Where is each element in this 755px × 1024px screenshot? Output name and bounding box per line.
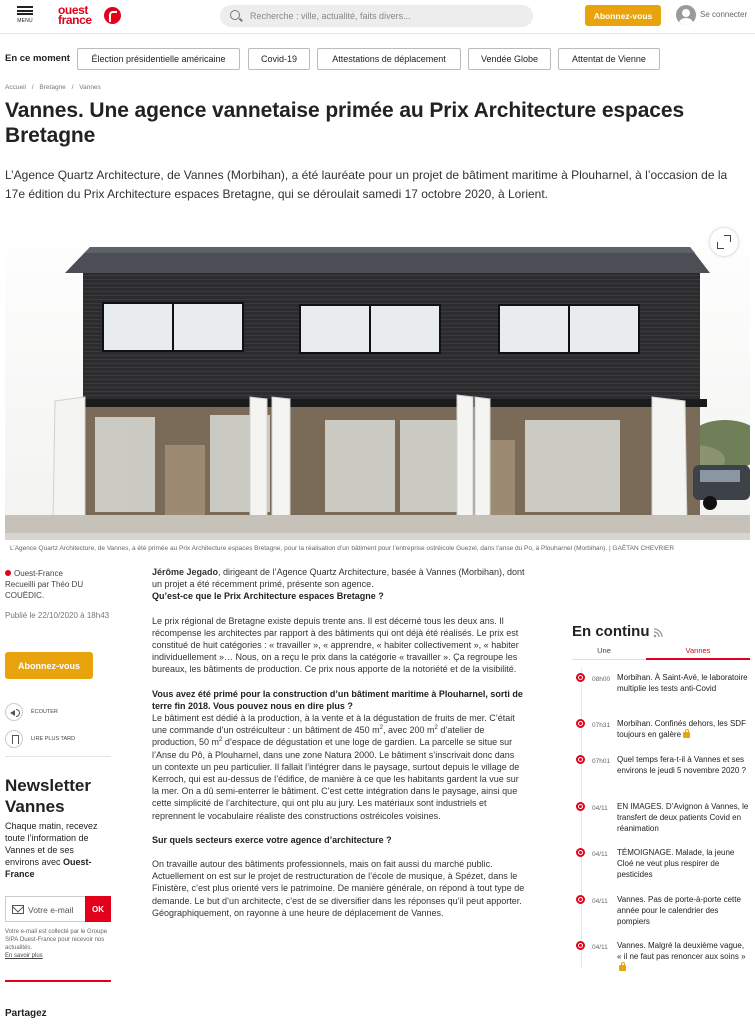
answer-2 — [152, 712, 525, 822]
newsletter-legal — [5, 928, 110, 960]
menu-label: MENU — [17, 18, 33, 24]
answer-1: Le prix régional de Bretagne existe depuis trente ans. Il est décerné tous les deux ans. Il récompense les architectes par rapport à des bâtiments qui ont déjà été réalisés. Le prix est constitué de huit catégories : « travailler », « apprendre, « habiter collectivement », « habiter individuellement »… Nous, on a reçu le prix dans la catégorie « travailler ». Ça regroupe les bureaux, les bâtiments de production. Ce prix nous apporte de la notoriété et de la visibilité. — [152, 615, 519, 675]
hamburger-icon — [17, 6, 33, 15]
breadcrumb-region[interactable]: Bretagne — [39, 84, 66, 91]
breadcrumb-home[interactable]: Accueil — [5, 84, 26, 91]
intro-text: , dirigeant de l’Agence Quartz Architecture, basée à Vannes (Morbihan), dont un projet a été récemment primé, présente son agence. — [152, 567, 525, 590]
news-title: Vannes. Pas de porte-à-porte cette année pour le calendrier des pompiers — [617, 895, 741, 926]
topic-chip[interactable]: Vendée Globe — [468, 48, 551, 70]
bookmark-icon — [5, 730, 23, 748]
photo-caption: L’Agence Quartz Architecture, de Vannes, a été primée au Prix Architecture espaces Bretagne, pour la réalisation d’un bâtiment pour l’entreprise ostréicole Guezel, dans l’anse du Po, à Plouharnel (Morbihan). | GAËTAN CHEVRIER — [10, 545, 675, 552]
newsletter-email-input[interactable] — [28, 903, 86, 916]
news-title: EN IMAGES. D’Avignon à Vannes, le transfert de deux patients Covid en réanimation — [617, 802, 749, 833]
timeline-dot-icon — [576, 719, 585, 728]
topic-chip[interactable]: Attentat de Vienne — [558, 48, 660, 70]
source-name: Ouest-France — [14, 569, 63, 578]
topic-chip[interactable]: Covid-19 — [248, 48, 310, 70]
building-illustration — [5, 215, 750, 540]
article-source — [5, 568, 105, 601]
superscript: 2 — [434, 725, 438, 732]
timeline-dot-icon — [576, 755, 585, 764]
newsletter-brand: Ouest-France — [5, 857, 92, 879]
timeline-dot-icon — [576, 802, 585, 811]
search-bar[interactable] — [220, 5, 533, 27]
question-3: Sur quels secteurs exerce votre agence d’architecture ? — [152, 834, 392, 845]
timeline-dot-icon — [576, 673, 585, 682]
newsletter-title-line2: Vannes — [5, 797, 65, 816]
answer-2-part3: d’atelier de production, 50 m — [152, 725, 485, 748]
newsletter-description — [5, 820, 105, 880]
news-title: Vannes. Malgré la deuxième vague, « il ne faut pas renoncer aux soins » — [617, 941, 746, 961]
tab-une[interactable]: Une — [597, 646, 611, 655]
newsletter-title-line1: Newsletter — [5, 776, 91, 795]
legal-text: Votre e-mail est collecté par le Groupe SIPA Ouest-France pour recevoir nos actualités. — [5, 929, 108, 951]
subscribe-button[interactable]: Abonnez-vous — [585, 5, 661, 26]
article-title: Vannes. Une agence vannetaise primée au Prix Architecture espaces Bretagne — [5, 99, 685, 147]
news-time: 08h00 — [592, 676, 611, 683]
superscript: 2 — [379, 725, 383, 732]
subscribe-button-sidebar[interactable]: Abonnez-vous — [5, 652, 93, 679]
news-time: 04/11 — [592, 944, 608, 951]
topic-chip[interactable]: Attestations de déplacement — [317, 48, 461, 70]
intro-paragraph — [152, 566, 525, 590]
login-link[interactable]: Se connecter — [700, 10, 748, 19]
breadcrumb-separator: / — [71, 84, 74, 91]
news-title: Morbihan. À Saint-Avé, le laboratoire multiplie les tests anti-Covid — [617, 673, 748, 693]
topic-chip[interactable]: Élection présidentielle américaine — [77, 48, 240, 70]
timeline-dot-icon — [576, 895, 585, 904]
source-dot-icon — [5, 570, 11, 576]
news-time: 04/11 — [592, 805, 608, 812]
article-body — [152, 566, 525, 931]
menu-button[interactable] — [15, 6, 35, 24]
question-1: Qu’est-ce que le Prix Architecture espaces Bretagne ? — [152, 591, 384, 602]
user-icon[interactable] — [676, 5, 696, 25]
share-title: Partagez — [5, 1008, 47, 1019]
read-later-button[interactable] — [5, 730, 75, 748]
topics-bar — [0, 47, 755, 71]
article-photo[interactable] — [5, 215, 750, 540]
topics-label: En ce moment — [5, 53, 70, 64]
envelope-icon — [12, 905, 24, 914]
author-line: Recueilli par Théo DU COUËDIC. — [5, 580, 84, 600]
news-time: 07h01 — [592, 758, 611, 765]
news-title: Morbihan. Confinés dehors, les SDF toujours en galère — [617, 719, 746, 739]
divider — [5, 756, 111, 757]
answer-2-part1: Le bâtiment est dédié à la production, à la vente et à la dégustation de fruits de mer. C’était une commande d’un ostréiculteur : un bâtiment de 450 m — [152, 713, 515, 736]
superscript: 2 — [219, 737, 223, 744]
tab-vannes[interactable]: Vannes — [646, 646, 750, 660]
newsletter-text: Chaque matin, recevez toute l’information de Vannes et de ses environs avec — [5, 821, 98, 867]
news-title: TÉMOIGNAGE. Malade, la jeune Cloé ne veut plus respirer de pesticides — [617, 848, 735, 879]
newsletter-submit-button[interactable]: OK — [85, 896, 111, 922]
timeline-line — [581, 668, 582, 968]
rss-icon[interactable] — [653, 628, 663, 638]
timeline-dot-icon — [576, 941, 585, 950]
breadcrumb-city[interactable]: Vannes — [79, 84, 101, 91]
logo-line2: france — [58, 13, 92, 27]
interviewee-name: Jérôme Jegado — [152, 567, 219, 577]
timeline-dot-icon — [576, 848, 585, 857]
speaker-icon — [5, 703, 23, 721]
ouest-france-logo[interactable] — [58, 3, 122, 27]
listen-button[interactable] — [5, 703, 58, 721]
news-title-wrap — [617, 718, 749, 740]
legal-more-link[interactable]: En savoir plus — [5, 953, 43, 959]
red-divider — [5, 980, 111, 982]
premium-lock-icon — [619, 965, 626, 971]
premium-lock-icon — [683, 732, 690, 738]
news-time: 07h31 — [592, 722, 611, 729]
article-lead: L’Agence Quartz Architecture, de Vannes (Morbihan), a été lauréate pour un projet de bâtiment maritime à Plouharnel, à l’occasion de la 17e édition du Prix Architecture espaces Bretagne, qui se déroulait samedi 17 octobre 2020, à Lorient. — [5, 168, 728, 201]
search-icon — [230, 10, 240, 20]
answer-2-part2: , avec 200 m — [382, 725, 435, 736]
publish-date: Publié le 22/10/2020 à 18h43 — [5, 611, 110, 620]
listen-label: ÉCOUTER — [31, 709, 58, 715]
read-later-label: LIRE PLUS TARD — [31, 736, 76, 742]
answer-3: On travaille autour des bâtiments professionnels, mais on fait aussi du marché public. Actuellement on est sur le projet de restructuration de l’école de musique, à Spézet, dans le Finistère, c’est plus orienté vers le patrimoine. De manière générale, on répond à tout type de demande. Le but d’un architecte, c’est de se diversifier dans les réponses qu’il peut apporter. Géographiquement, on rayonne à une heure de déplacement de Vannes. — [152, 859, 525, 918]
newsletter-title — [5, 775, 91, 817]
news-title: Quel temps fera-t-il à Vannes et ses environs le jeudi 5 novembre 2020 ? — [617, 755, 746, 775]
logo-line1: ouest — [58, 3, 89, 17]
answer-2-part4: d’espace de dégustation et une loge de gardien. La parcelle se situe sur l’Anse du Pô, à Plouharnel, dans une zone Natura 2000. Le bâtiment s’inscrivait donc dans un contexte un peu particulier. Il fallait l’intégrer dans le paysage, surtout depuis le village de Kerroch, qui est au-dessus de l’édifice, de manière à ce que les habitants gardent la vue sur la mer. On a dû semi-enterrer le bâtiment. C’est cette intégration dans le paysage, ainsi que cette simplicité de l’architecture, qui ont plu au jury. Les matériaux sont industriels et reprennent le vocabulaire réaliste des constructions ostréicoles voisines. — [152, 737, 520, 821]
breadcrumb-separator: / — [31, 84, 34, 91]
top-bar — [0, 0, 755, 34]
question-2: Vous avez été primé pour la construction d’un bâtiment maritime à Plouharnel, sorti de terre fin 2018. Vous pouvez nous en dire plus ? — [152, 688, 523, 711]
logo-mark-icon — [104, 7, 121, 24]
news-title-wrap — [617, 940, 749, 973]
en-continu-tabs — [572, 646, 750, 660]
news-time: 04/11 — [592, 898, 608, 905]
news-time: 04/11 — [592, 851, 608, 858]
search-input[interactable] — [250, 8, 520, 24]
breadcrumb — [5, 84, 105, 91]
en-continu-title: En continu — [572, 623, 650, 640]
expand-photo-icon[interactable] — [710, 228, 738, 256]
